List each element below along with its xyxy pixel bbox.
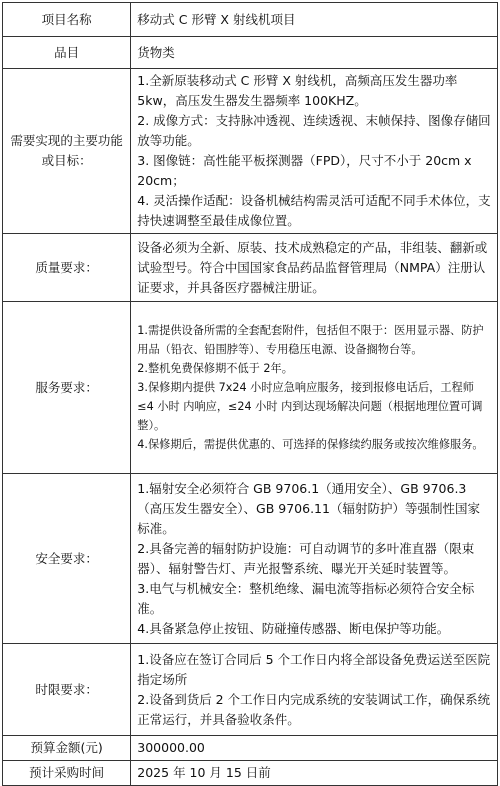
row-label: 安全要求：: [3, 474, 131, 644]
content-line: 移动式 C 形臂 X 射线机项目: [137, 11, 296, 27]
content-line: 4.保修期后，需提供优惠的、可选择的保修续约服务或按次维修服务。: [137, 438, 484, 451]
row-content: [131, 37, 498, 69]
content-line: 2.设备到货后 2 个工作日内完成系统的安装调试工作，确保系统正常运行，并具备验收条件。: [137, 691, 491, 727]
row-content: [131, 69, 498, 234]
procurement-table: [2, 2, 498, 786]
row-content: [131, 474, 498, 644]
content-line: 1.辐射安全必须符合 GB 9706.1（通用安全）、GB 9706.3（高压发生器安全）、GB 9706.11（辐射防护）等强制性国家标准。: [137, 480, 480, 536]
row-content: [131, 302, 498, 474]
table-row: [3, 761, 498, 786]
row-label: 项目名称: [3, 3, 131, 37]
content-line: 3.电气与机械安全：整机绝缘、漏电流等指标必须符合安全标准。: [137, 580, 475, 616]
table-row: [3, 3, 498, 37]
row-label: 时限要求：: [3, 644, 131, 736]
content-line: 1.设备应在签订合同后 5 个工作日内将全部设备免费运送至医院指定场所: [137, 651, 491, 687]
content-line: 3. 图像链：高性能平板探测器（FPD），尺寸不小于 20cm x 20cm；: [137, 153, 472, 188]
row-content: [131, 3, 498, 37]
row-label: 需要实现的主要功能或目标：: [3, 69, 131, 234]
row-label: 预计采购时间: [3, 761, 131, 786]
table-row: [3, 37, 498, 69]
content-line: 4.具备紧急停止按钮、防碰撞传感器、断电保护等功能。: [137, 620, 450, 636]
table-row: [3, 736, 498, 761]
content-line: 3.保修期内提供 7x24 小时应急响应服务，接到报修电话后，工程师 ≤4 小时 内响应，≤24 小时 内到达现场解决问题（根据地理位置可调整）。: [137, 381, 483, 432]
row-content: [131, 234, 498, 302]
table-row: [3, 69, 498, 234]
row-label: 质量要求：: [3, 234, 131, 302]
table-row: [3, 644, 498, 736]
content-line: 2. 成像方式：支持脉冲透视、连续透视、末帧保持、图像存储回放等功能。: [137, 113, 491, 148]
content-line: 1.需提供设备所需的全套配套附件，包括但不限于：医用显示器、防护用品（铅衣、铅围脖等）、专用稳压电源、设备搁物台等。: [137, 324, 484, 356]
row-label: 品目: [3, 37, 131, 69]
table-row: [3, 302, 498, 474]
content-line: 300000.00: [137, 740, 205, 755]
row-label: 服务要求：: [3, 302, 131, 474]
table-row: [3, 234, 498, 302]
row-content: [131, 761, 498, 786]
content-line: 4. 灵活操作适配：设备机械结构需灵活可适配不同手术体位，支持快速调整至最佳成像位置。: [137, 193, 491, 228]
table-row: [3, 474, 498, 644]
row-content: [131, 736, 498, 761]
content-line: 2.具备完善的辐射防护设施：可自动调节的多叶准直器（限束器）、辐射警告灯、声光报警系统、曝光开关延时装置等。: [137, 540, 475, 576]
content-line: 1.全新原装移动式 C 形臂 X 射线机，高频高压发生器功率 5kw，高压发生器发生器频率 100KHZ。: [137, 73, 458, 108]
row-content: [131, 644, 498, 736]
content-line: 2.整机免费保修期不低于 2年。: [137, 362, 293, 375]
content-line: 设备必须为全新、原装、技术成熟稳定的产品，非组装、翻新或试验型号。符合中国国家食品药品监督管理局（NMPA）注册认证要求，并具备医疗器械注册证。: [137, 239, 488, 295]
row-label: 预算金额(元): [3, 736, 131, 761]
content-line: 货物类: [137, 44, 175, 60]
content-line: 2025 年 10 月 15 日前: [137, 765, 271, 780]
